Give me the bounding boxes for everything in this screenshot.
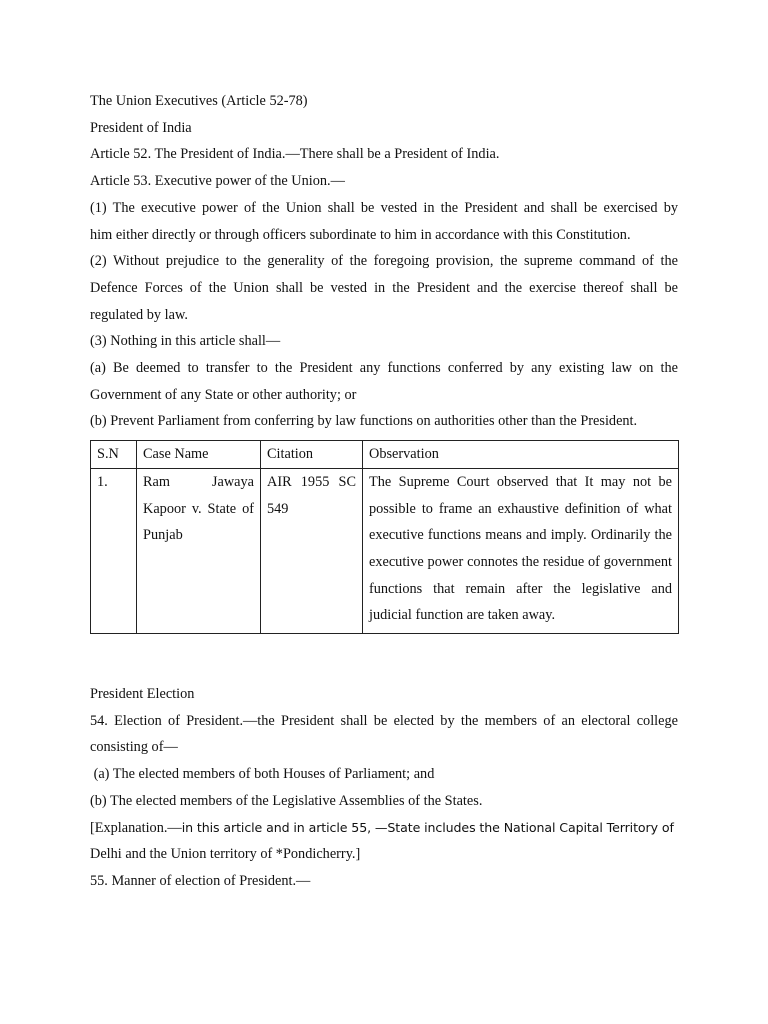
explanation-line-1	[90, 815, 678, 842]
clause-3a-line-2: Government of any State or other authority; or	[90, 386, 357, 403]
table-row	[91, 468, 679, 633]
subheading: President of India	[90, 119, 192, 136]
clause-3b: (b) Prevent Parliament from conferring by law functions on authorities other than the President.	[90, 413, 638, 430]
explanation-start: [Explanation.—	[90, 819, 182, 836]
clause-2-line-1: (2) Without prejudice to the generality of the foregoing provision, the supreme command of the	[90, 253, 678, 270]
table-header-row	[91, 441, 679, 469]
clause-2-line-2: Defence Forces of the Union shall be vested in the President and the exercise thereof shall be	[90, 279, 678, 296]
document-page	[90, 88, 678, 895]
header-sn: S.N	[91, 441, 137, 469]
article-52: Article 52. The President of India.—There shall be a President of India.	[90, 146, 500, 163]
cell-observation: The Supreme Court observed that It may not be possible to frame an exhaustive definition of what executive functions means and imply. Ordinarily the executive power connotes the residue of government functions that remain after the legislative and judicial function are taken away.	[363, 468, 679, 633]
header-citation: Citation	[261, 441, 363, 469]
explanation-sans-text: in this article and in article 55, —State includes the National Capital Territory of	[181, 819, 674, 835]
cell-sn: 1.	[91, 468, 137, 633]
cell-citation: AIR 1955 SC 549	[261, 468, 363, 633]
case-table	[90, 440, 679, 634]
explanation-line-2: Delhi and the Union territory of *Pondicherry.]	[90, 846, 361, 863]
section-heading: The Union Executives (Article 52-78)	[90, 93, 308, 109]
header-observation: Observation	[363, 441, 679, 469]
clause-3a-line-1: (a) Be deemed to transfer to the President any functions conferred by any existing law on the	[90, 360, 678, 377]
clause-1-line-2: him either directly or through officers subordinate to him in accordance with this Constitution.	[90, 226, 631, 243]
header-case-name: Case Name	[137, 441, 261, 469]
item-b: (b) The elected members of the Legislative Assemblies of the States.	[90, 792, 483, 809]
clause-3: (3) Nothing in this article shall—	[90, 333, 281, 350]
article-54-line-1: 54. Election of President.—the President shall be elected by the members of an electoral college	[90, 712, 678, 729]
article-54-line-2: consisting of—	[90, 739, 178, 756]
clause-2-line-3: regulated by law.	[90, 306, 188, 323]
cell-case-name: Ram Jawaya Kapoor v. State of Punjab	[137, 468, 261, 633]
article-55: 55. Manner of election of President.—	[90, 872, 311, 889]
election-heading: President Election	[90, 686, 195, 703]
clause-1-line-1: (1) The executive power of the Union shall be vested in the President and shall be exercised by	[90, 199, 678, 216]
article-53-title: Article 53. Executive power of the Union.—	[90, 173, 345, 190]
item-a: (a) The elected members of both Houses of Parliament; and	[90, 766, 435, 783]
spacer	[90, 634, 678, 681]
